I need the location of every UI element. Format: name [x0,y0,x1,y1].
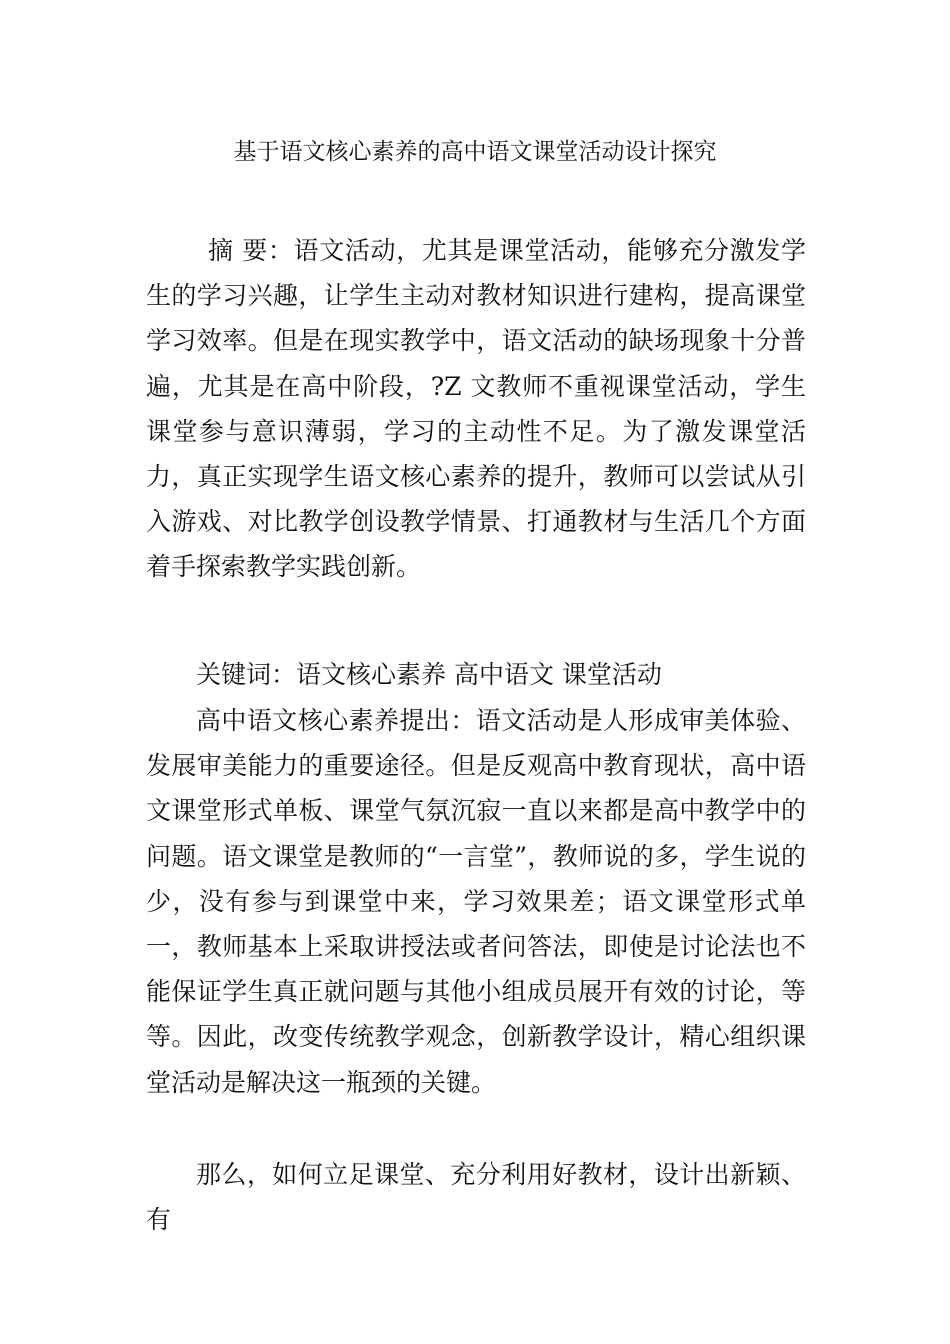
keywords-section [146,652,806,697]
abstract-section [146,228,806,590]
body-paragraph-2: 那么，如何立足课堂、充分利用好教材，设计出新颖、有 [146,1160,806,1235]
keywords-text: 语文核心素养 高中语文 课堂活动 [296,660,662,689]
abstract-label: 摘 要： [208,236,294,265]
paper-title: 基于语文核心素养的高中语文课堂活动设计探究 [233,139,717,165]
abstract-text: 语文活动，尤其是课堂活动，能够充分激发学生的学习兴趣，让学生主动对教材知识进行建构，提高课堂学习效率。但是在现实教学中，语文活动的缺场现象十分普遍，尤其是在高中阶段，?Z 文教师不重视课堂活动，学生课堂参与意识薄弱，学习的主动性不足。为了激发课堂活力，真正实现学生语文核心素养的提升，教师可以尝试从引入游戏、对比教学创设教学情景、打通教材与生活几个方面着手探索教学实践创新。 [146,236,806,582]
keywords-label: 关键词： [196,660,297,689]
body-paragraph-1: 高中语文核心素养提出：语文活动是人形成审美体验、发展审美能力的重要途径。但是反观高中教育现状，高中语文课堂形式单板、课堂气氛沉寂一直以来都是高中教学中的问题。语文课堂是教师的“一言堂”，教师说的多，学生说的少，没有参与到课堂中来，学习效果差；语文课堂形式单一，教师基本上采取讲授法或者问答法，即使是讨论法也不能保证学生真正就问题与其他小组成员展开有效的讨论，等等。因此，改变传统教学观念，创新教学设计，精心组织课堂活动是解决这一瓶颈的关键。 [146,706,806,1097]
